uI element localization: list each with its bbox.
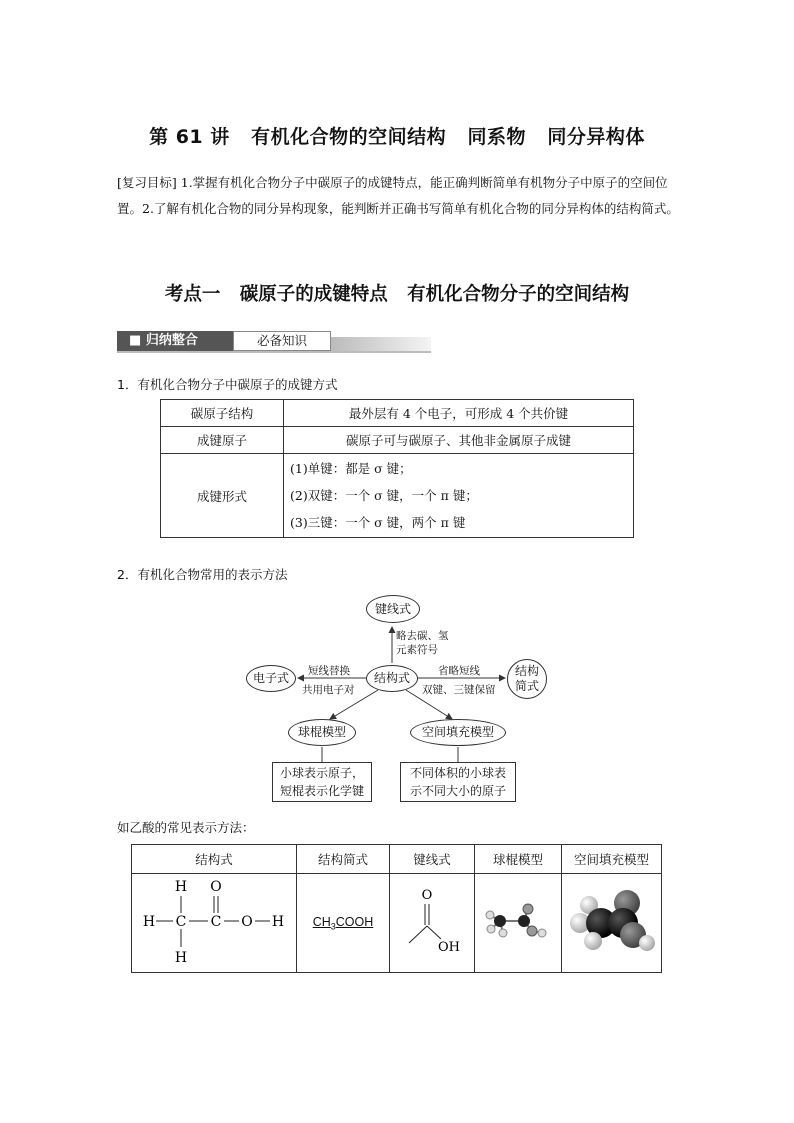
atom-o-top: O [210, 879, 222, 895]
node-structural: 结构式 [366, 665, 418, 692]
atom-c2: C [210, 914, 222, 930]
label-replace-bonds: 短线替换 [308, 665, 350, 677]
ball-stick-model [478, 883, 558, 963]
table-row [132, 874, 662, 973]
desc-ball-stick: 小球表示原子， 短棍表示化学键 [272, 762, 372, 802]
label-omit-ch: 略去碳、氢 元素符号 [396, 630, 449, 656]
acetic-intro: 如乙酸的常见表示方法： [117, 820, 255, 835]
header-skeletal: 键线式 [390, 845, 475, 874]
table-cell: 成键原子 [161, 427, 284, 454]
skeletal-oh: OH [438, 940, 460, 955]
condensed-formula: $CH_3COOH$ [312, 915, 374, 932]
cell-ball-stick [475, 874, 562, 973]
node-electron: 电子式 [246, 665, 296, 692]
cell-space-filling [562, 874, 662, 973]
section-title: 考点一 碳原子的成键特点 有机化合物分子的空间结构 [164, 284, 630, 305]
skeletal-formula [397, 883, 467, 963]
atom-h-bottom: H [174, 950, 188, 966]
page-title: 第 61 讲 有机化合物的空间结构 同系物 同分异构体 [149, 126, 645, 148]
node-condensed: 结构 简式 [507, 659, 547, 699]
space-filling-model [567, 883, 657, 963]
atom-c1: C [175, 914, 187, 930]
table-cell: 碳原子可与碳原子、其他非金属原子成键 [284, 427, 634, 454]
skeletal-o: O [421, 888, 433, 903]
atom-h-right: H [271, 914, 285, 930]
item1-heading: 1．有机化合物分子中碳原子的成键方式 [117, 377, 338, 392]
review-goal-label: [复习目标] [117, 175, 177, 190]
header-ball-stick: 球棍模型 [475, 845, 562, 874]
node-space-filling: 空间填充模型 [410, 719, 506, 746]
banner-light-tab: 必备知识 [233, 331, 331, 351]
bond-form-triple: (3)三键：一个 σ 键，两个 π 键 [290, 515, 466, 530]
table-cell: 碳原子结构 [161, 400, 284, 427]
bond-form-double: (2)双键：一个 σ 键，一个 π 键； [290, 488, 478, 503]
header-space-filling: 空间填充模型 [562, 845, 662, 874]
label-shared-pairs: 共用电子对 [302, 684, 355, 696]
header-structural: 结构式 [132, 845, 297, 874]
banner-dark-tab: ■ 归纳整合 [117, 331, 233, 351]
label-keep-multiple: 双键、三键保留 [422, 684, 496, 696]
node-ball-stick: 球棍模型 [288, 719, 356, 746]
atom-h-left: H [142, 914, 156, 930]
cell-structural [132, 874, 297, 973]
table-header-row [132, 845, 662, 874]
header-condensed: 结构简式 [297, 845, 390, 874]
table-cell: 最外层有 4 个电子，可形成 4 个共价键 [284, 400, 634, 427]
atom-o-right: O [241, 914, 253, 930]
cell-condensed [297, 874, 390, 973]
atom-h-top: H [174, 879, 188, 895]
review-goal-text: 1.掌握有机化合物分子中碳原子的成键特点，能正确判断简单有机物分子中原子的空间位置。2.了解有机化合物的同分异构现象，能判断并正确书写简单有机化合物的同分异构体的结构简式。 [117, 175, 679, 216]
node-skeletal: 键线式 [366, 595, 420, 623]
item2-heading: 2．有机化合物常用的表示方法 [117, 567, 288, 582]
bond-form-single: (1)单键：都是 σ 键； [290, 461, 412, 476]
desc-space-filling: 不同体积的小球表 示不同大小的原子 [400, 762, 516, 802]
structural-formula [139, 877, 289, 969]
label-omit-lines: 省略短线 [438, 665, 480, 677]
acetic-table [131, 844, 662, 973]
table-cell: 成键形式 [161, 454, 284, 538]
cell-skeletal [390, 874, 475, 973]
